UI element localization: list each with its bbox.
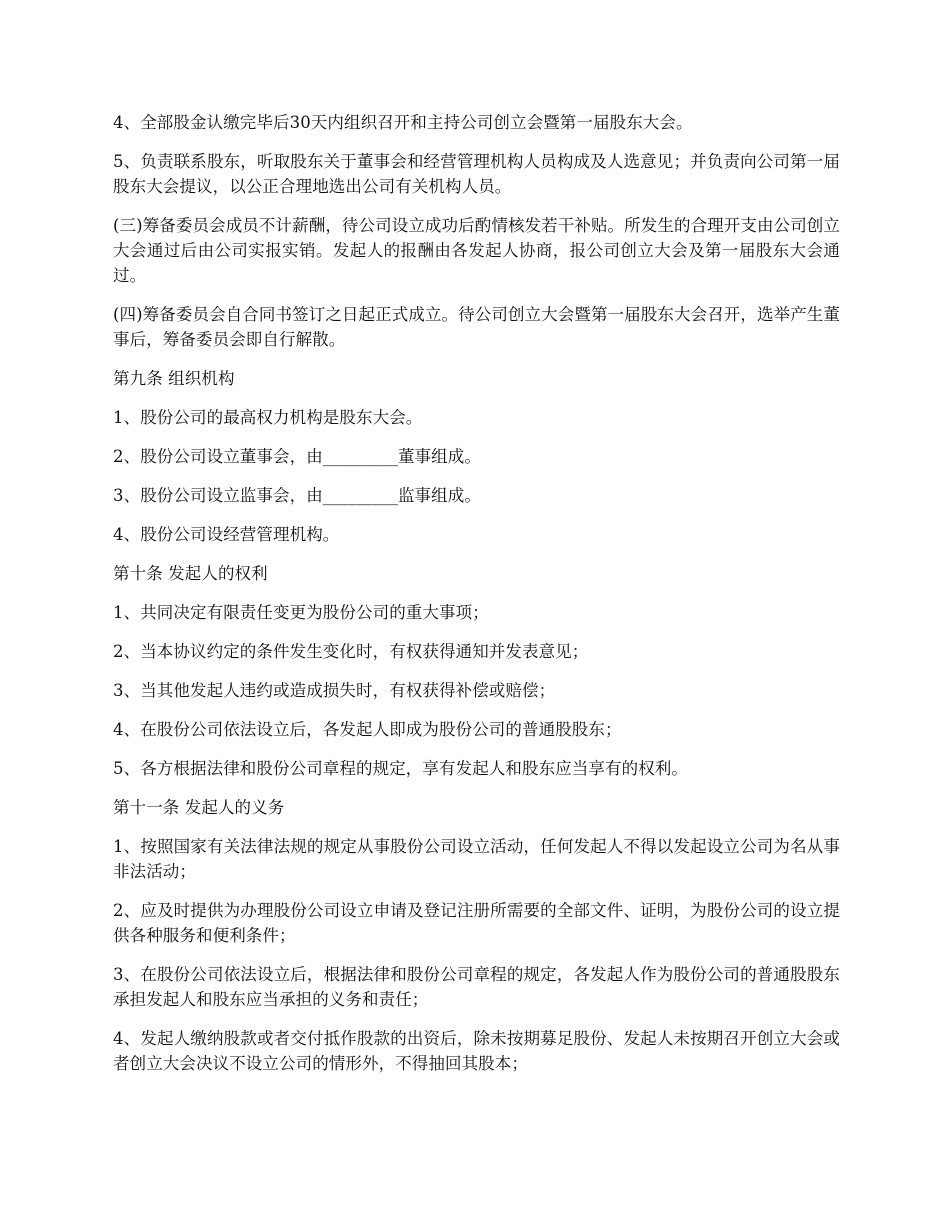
article-10-item-2: 2、当本协议约定的条件发生变化时，有权获得通知并发表意见； [113, 642, 589, 661]
article-9-item-2: 2、股份公司设立董事会，由_________董事组成。 [113, 447, 481, 466]
article-10-item-3: 3、当其他发起人违约或造成损失时，有权获得补偿或赔偿； [113, 681, 556, 700]
article-10-heading: 第十条 发起人的权利 [113, 564, 268, 583]
article-9-item-3: 3、股份公司设立监事会，由_________监事组成。 [113, 486, 481, 505]
article-11-item-1: 1、按照国家有关法律法规的规定从事股份公司设立活动，任何发起人不得以发起设立公司为名从事非法活动； [113, 837, 840, 881]
paragraph-section-4-committee-formation: (四)筹备委员会自合同书签订之日起正式成立。待公司创立大会暨第一届股东大会召开，选举产生董事后，筹备委员会即自行解散。 [113, 305, 840, 349]
paragraph-item-4-shareholder-meeting: 4、全部股金认缴完毕后30天内组织召开和主持公司创立会暨第一届股东大会。 [113, 113, 693, 132]
article-10-item-5: 5、各方根据法律和股份公司章程的规定，享有发起人和股东应当享有的权利。 [113, 759, 688, 778]
paragraph-item-5-contact-shareholders: 5、负责联系股东，听取股东关于董事会和经营管理机构人员构成及人选意见；并负责向公司第一届股东大会提议，以公正合理地选出公司有关机构人员。 [113, 152, 840, 196]
article-11-item-2: 2、应及时提供为办理股份公司设立申请及登记注册所需要的全部文件、证明，为股份公司的设立提供各种服务和便利条件； [113, 901, 840, 945]
article-11-item-3: 3、在股份公司依法设立后，根据法律和股份公司章程的规定，各发起人作为股份公司的普通股股东承担发起人和股东应当承担的义务和责任； [113, 965, 840, 1009]
article-9-heading: 第九条 组织机构 [113, 369, 235, 388]
article-11-item-4: 4、发起人缴纳股款或者交付抵作股款的出资后，除未按期募足股份、发起人未按期召开创立大会或者创立大会决议不设立公司的情形外，不得抽回其股本； [113, 1029, 840, 1073]
article-9-item-1: 1、股份公司的最高权力机构是股东大会。 [113, 408, 423, 427]
article-10-item-1: 1、共同决定有限责任变更为股份公司的重大事项； [113, 603, 489, 622]
article-11-heading: 第十一条 发起人的义务 [113, 798, 285, 817]
article-9-item-4: 4、股份公司设经营管理机构。 [113, 525, 340, 544]
paragraph-section-3-compensation: (三)筹备委员会成员不计薪酬，待公司设立成功后酌情核发若干补贴。所发生的合理开支由公司创立大会通过后由公司实报实销。发起人的报酬由各发起人协商，报公司创立大会及第一届股东大会通过。 [113, 216, 840, 285]
document-page [113, 110, 840, 1090]
article-10-item-4: 4、在股份公司依法设立后，各发起人即成为股份公司的普通股股东； [113, 720, 622, 739]
